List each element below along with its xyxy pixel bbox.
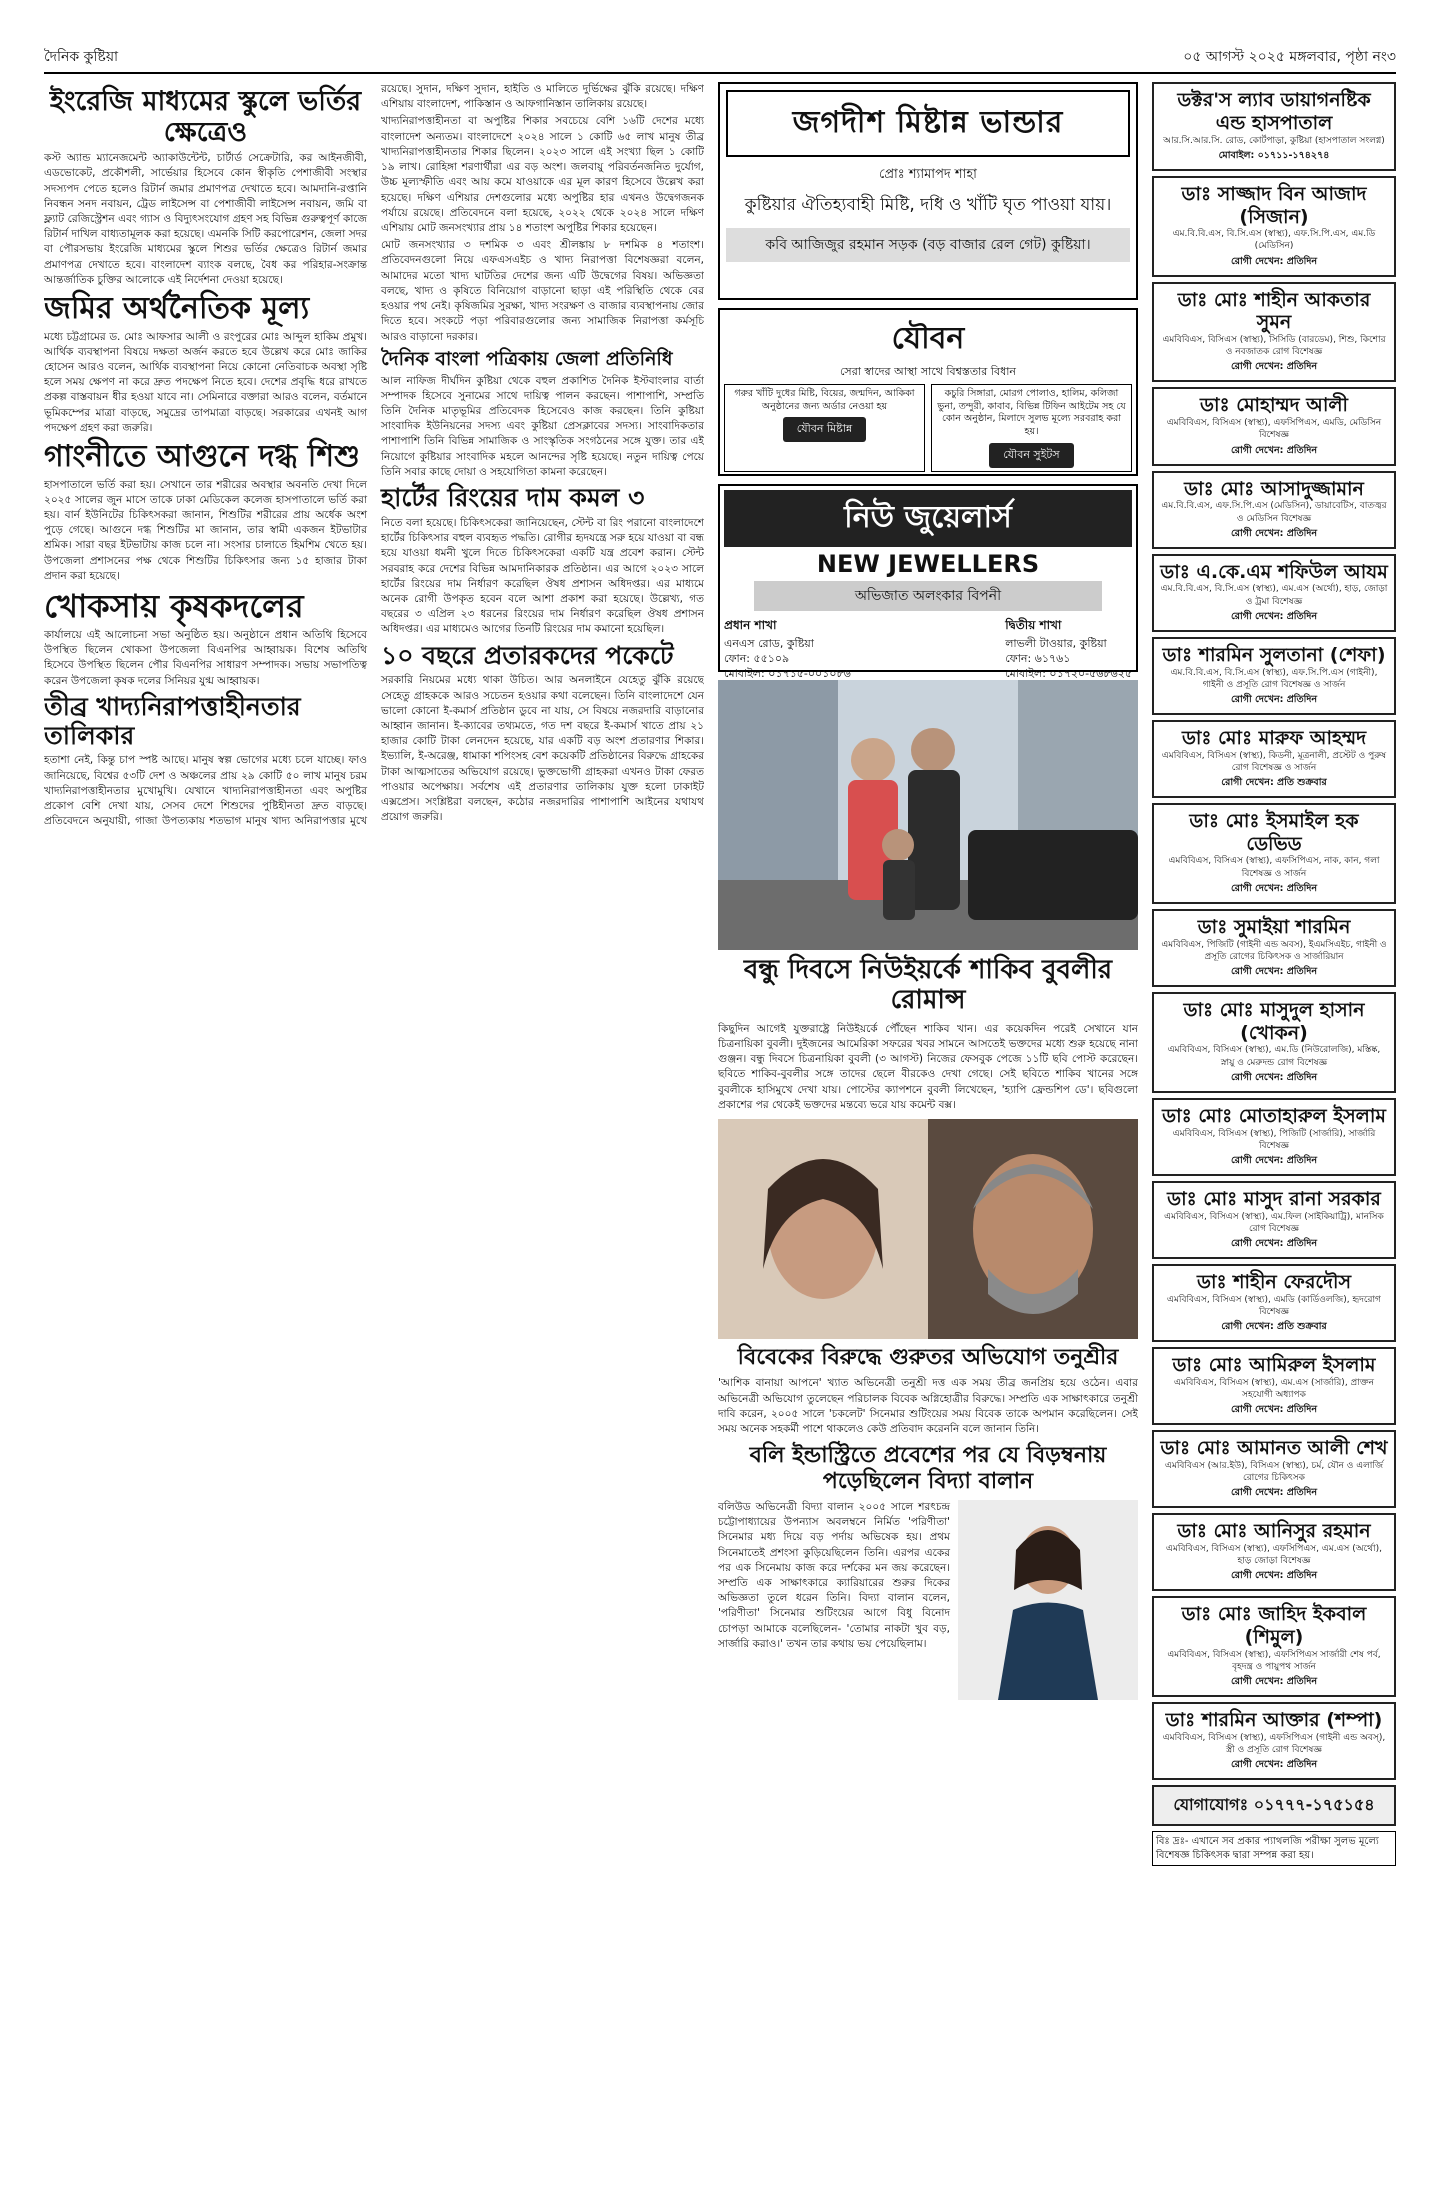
vidya-balan-photo	[958, 1500, 1138, 1700]
doctor-schedule: রোগী দেখেন: প্রতিদিন	[1230, 1154, 1318, 1166]
doctor-name: ডাঃ মোঃ আমিরুল ইসলাম	[1172, 1353, 1376, 1376]
doctor-qualification: এমবিবিএস, বিসিএস (স্বাস্থ্য), এমডি (কার্ডিওলজি), হৃদরোগ বিশেষজ্ঞ	[1167, 1294, 1381, 1317]
doctor-schedule: রোগী দেখেন: প্রতিদিন	[1230, 1487, 1318, 1499]
ad-joubon-sweets	[718, 308, 1138, 476]
contact-number: যোগাযোগঃ ০১৭৭৭-১৭৫১৫৪	[1173, 1795, 1375, 1815]
doctor-schedule: রোগী দেখেন: প্রতিদিন	[1230, 1570, 1318, 1582]
doctor-qualification: এম.বি.বি.এস, বি.সি.এস (স্বাস্থ্য), এফ.সি.পি.এস, এম.ডি (মেডিসিন)	[1172, 229, 1376, 252]
ad3-branch-2	[1005, 617, 1132, 682]
doctor-name: ডাঃ শাহীন ফেরদৌস	[1196, 1270, 1351, 1293]
doctor-card	[1152, 1513, 1396, 1591]
doctor-name: ডাঃ মোঃ মারুফ আহম্মদ	[1181, 726, 1367, 749]
doctor-qualification: এমবিবিএস, বিসিএস (স্বাস্থ্য), এফসিপিএস, নাক, কান, গলা বিশেষজ্ঞ ও সার্জন	[1168, 856, 1380, 879]
article-shakib-bubly	[718, 956, 1138, 1113]
doctor-card	[1152, 1264, 1396, 1342]
doctor-qualification: এম.বি.বি.এস, বি.সি.এস (স্বাস্থ্য), এম.এস (অর্থো), হাড়, জোড়া ও ট্রমা বিশেষজ্ঞ	[1160, 584, 1388, 607]
body-heart-ring: নিতে বলা হয়েছে। চিকিৎসকেরা জানিয়েছেন, স্টেন্ট বা রিং পরানো বাংলাদেশে হার্টের চিকিৎসার বহুল ব্যবহৃত পদ্ধতি। রোগীর হৃদযন্ত্রে সরু হয়ে যাওয়া বা বন্ধ হয়ে যাওয়া ধমনী খুলে দিতে চিকিৎসকেরা একটি যন্ত্র প্রবেশ করান। স্টেন্ট সরবরাহ করে দেশের বিভিন্ন আমদানিকারক প্রতিষ্ঠান। এর আগে ২০২৩ সালে হার্টের রিংয়ের দাম নির্ধারণ করেছিল ঔষধ প্রশাসন অধিদপ্তর। এর মাধ্যমে অনেক রোগী উপকৃত হবেন বলে আশা প্রকাশ করা হয়েছে। উল্লেখ্য, গত বছরের ৩ এপ্রিল ২৩ ধরনের রিংয়ের দাম নির্ধারণ করেছিল ঔষধ প্রশাসন অধিদপ্তর। এর মাধ্যমেও আগের তিনটি রিংয়ের দাম কমানো হয়েছিল।	[381, 516, 704, 636]
doctor-qualification: এমবিবিএস, বিসিএস (স্বাস্থ্য), এফসিপিএস, এম.এস (অর্থো), হাড় জোড়া বিশেষজ্ঞ	[1166, 1543, 1382, 1567]
doctor-qualification: এমবিবিএস (আর.ইউ), বিসিএস (স্বাস্থ্য), চর্ম, যৌন ও এলার্জি রোগের চিকিৎসক	[1164, 1460, 1384, 1483]
doctor-name: ডাঃ মোঃ মাসুদ রানা সরকার	[1167, 1187, 1381, 1210]
middle-column	[718, 82, 1138, 2162]
headline-food-insecurity: তীব্র খাদ্যনিরাপত্তাহীনতার তালিকার	[44, 691, 301, 750]
body-food-insecurity: হতাশা নেই, কিন্তু চাপ স্পষ্ট আছে। মানুষ স্বল্প ভোগের মধ্যে চলে যাচ্ছে। ফাও জানিয়েছে, বিশ্বের ৫৩টি দেশ ও অঞ্চলের প্রায় ২৯ কোটি ৫০ লাখ মানুষ চরম খাদ্যনিরাপত্তাহীনতার মুখোমুখি। যেখানে খাদ্যনিরাপত্তাহীনতা এবং অপুষ্টির প্রকোপ বেশি দেখা যায়, সেসব দেশে শিশুদের পুষ্টিহীনতা দ্রুত বাড়ছে। প্রতিবেদনে অনুযায়ী, গাজা উপত্যকায় শতভাগ মানুষ খাদ্য অনিরাপত্তার মুখে রয়েছে। সুদান, দক্ষিণ সুদান, হাইতি ও মালিতে দুর্ভিক্ষের ঝুঁকি রয়েছে। দক্ষিণ এশিয়ায় বাংলাদেশ, পাকিস্তান ও আফগানিস্তান তালিকায় রয়েছে।	[44, 83, 704, 828]
doctor-schedule: রোগী দেখেন: প্রতিদিন	[1230, 1071, 1318, 1083]
body-child-burn: হাসপাতালে ভর্তি করা হয়। সেখানে তার শরীরের অবস্থার অবনতি দেখা দিলে ২০২৫ সালের জুন মাসে তাকে ঢাকা মেডিকেল কলেজ হাসপাতালে ভর্তি করা হয়। বার্ন ইউনিটের চিকিৎসকরা জানান, শিশুটির শরীরের প্রায় অর্ধেক অংশ পুড়ে গেছে। আগুনে দগ্ধ শিশুটির মা জানান, তার স্বামী একজন ইটভাটার শ্রমিক। সারা বছর ইটভাটায় কাজ চলে না। সংসার চালাতে হিমশিম খেতে হয়। উপজেলা প্রশাসনের পক্ষ থেকে শিশুটির চিকিৎসার জন্য ১৫ হাজার টাকা প্রদান করা হয়েছে।	[44, 478, 367, 582]
doctor-schedule: রোগী দেখেন: প্রতিদিন	[1230, 444, 1318, 456]
article-tax-return	[44, 86, 367, 288]
doctor-name: ডাঃ সাজ্জাদ বিন আজাদ (সিজান)	[1181, 182, 1367, 228]
ad1-name: জগদীশ মিষ্টান্ন ভান্ডার	[726, 90, 1130, 157]
ad2-right-box	[931, 384, 1132, 472]
doctor-qualification: এমবিবিএস, পিজিটি (গাইনী এন্ড অবস), ইএমসিএইচ, গাইনী ও প্রসূতি রোগের চিকিৎসক ও সার্জারিয়ান	[1161, 939, 1387, 962]
doctors-column	[1152, 82, 1396, 2162]
doctor-schedule: রোগী দেখেন: প্রতিদিন	[1230, 255, 1318, 267]
doctor-name: ডাঃ শারমিন সুলতানা (শেফা)	[1162, 643, 1386, 666]
doctor-name: ডাঃ মোঃ জাহিদ ইকবাল (শিমুল)	[1181, 1603, 1367, 1648]
body-shakib-bubly: কিছুদিন আগেই যুক্তরাষ্ট্রে নিউইয়র্কে পৌঁছেন শাকিব খান। এর কয়েকদিন পরেই সেখানে যান চিত্রনায়িকা বুবলী। দুইজনের আমেরিকা সফরের খবর সামনে আসতেই ভক্তদের মধ্যে শুরু হয়েছে নানা গুঞ্জন। বন্ধু দিবসে চিত্রনায়িকা বুবলী (৩ আগস্ট) নিজের ফেসবুক পেজে ১১টি ছবি পোস্ট করেছেন। ছবিতে শাকিব-বুবলীর সঙ্গে তাদের ছেলে বীরকেও দেখা গেছে। সেই ছবিতে শাকিব খানের সঙ্গে বুবলীকে হাসিমুখে দেখা যায়। পোস্টের ক্যাপশনে বুবলী লিখেছেন, 'হ্যাপি ফ্রেন্ডশিপ ডে'। ছবিগুলো প্রকাশের পর থেকেই ভক্তদের মন্তব্যে ভরে যায় কমেন্ট বক্স।	[718, 1022, 1138, 1111]
doctor-schedule: রোগী দেখেন: প্রতিদিন	[1230, 965, 1318, 977]
doctor-name: ডাঃ মোঃ ইসমাইল হক ডেভিড	[1189, 809, 1359, 855]
doctor-qualification: এম.বি.বি.এস, বি.সি.এস (স্বাস্থ্য), এফ.সি.পি.এস (গাইনী), গাইনী ও প্রসূতি রোগ বিশেষজ্ঞ ও সার্জন	[1170, 667, 1378, 690]
headline-tax-return: ইংরেজি মাধ্যমের স্কুলে ভর্তির ক্ষেত্রেও	[49, 86, 362, 149]
headline-shakib-bubly: বন্ধু দিবসে নিউইয়র্কে শাকিব বুবলীর রোমান্স	[743, 955, 1113, 1015]
lab-header	[1152, 82, 1396, 171]
ad1-address: কবি আজিজুর রহমান সড়ক (বড় বাজার রেল গেট) কুষ্টিয়া।	[726, 228, 1130, 262]
tanushree-vivek-photo	[718, 1119, 1138, 1339]
headline-district-rep: দৈনিক বাংলা পত্রিকায় জেলা প্রতিনিধি	[381, 347, 673, 370]
ad3-branch-1-label: প্রধান শাখা	[724, 618, 777, 632]
headline-vidya-balan: বলি ইন্ডাস্ট্রিতে প্রবেশের পর যে বিড়ম্বনায় পড়েছিলেন বিদ্যা বালান	[749, 1443, 1107, 1494]
doctor-schedule: রোগী দেখেন: প্রতিদিন	[1230, 610, 1318, 622]
paper-name: দৈনিক কুষ্টিয়া	[44, 49, 119, 65]
body-krishak-dal: কার্যালয়ে এই আলোচনা সভা অনুষ্ঠিত হয়। অনুষ্ঠানে প্রধান অতিথি হিসেবে উপস্থিত ছিলেন খোকসা উপজেলা বিএনপির আহ্বায়ক। বিশেষ অতিথি হিসেবে উপস্থিত ছিলেন পৌর বিএনপির সাধারণ সম্পাদক। সভায় সভাপতিত্ব করেন উপজেলা কৃষক দলের সিনিয়র যুগ্ম আহ্বায়ক।	[44, 628, 367, 687]
doctor-name: ডাঃ মোহাম্মদ আলী	[1200, 394, 1348, 417]
doctor-qualification: এমবিবিএস, বিসিএস (স্বাস্থ্য), কিডনী, মূত্রনালী, প্রস্টেট ও পুরুষ রোগ বিশেষজ্ঞ ও সার্জন	[1161, 750, 1387, 773]
page-header	[44, 50, 1396, 74]
doctor-schedule: রোগী দেখেন: প্রতিদিন	[1230, 693, 1318, 705]
doctor-card	[1152, 992, 1396, 1093]
ad2-left-box	[724, 384, 925, 472]
doctor-name: ডাঃ শারমিন আক্তার (শম্পা)	[1165, 1709, 1383, 1732]
lab-phone: মোবাইল: ০১৭১১-১৭৪২৭৪	[1218, 149, 1330, 161]
doctor-card	[1152, 1430, 1396, 1508]
doctor-schedule: রোগী দেখেন: প্রতিদিন	[1230, 1676, 1318, 1688]
body-tax-return: কস্ট অ্যান্ড ম্যানেজমেন্ট অ্যাকাউন্টেন্ট, চার্টার্ড সেক্রেটারি, কর আইনজীবী, এডভোকেট, প্রকৌশলী, সার্ভেয়ার হিসেবে কোন স্বীকৃতি পেশাজীবী সংস্থার সদস্যপদ পেতে হলেও রিটার্ন জমার প্রমাণপত্র দেখাতে হবে। আমদানি-রপ্তানি নিবন্ধন সনদ নবায়ন, ট্রেড লাইসেন্স বা পেশাজীবী লাইসেন্স নবায়ন, জমি বা ফ্ল্যাট রেজিস্ট্রেশন এবং গ্যাস ও বিদ্যুৎসংযোগ গ্রহণ সহ বিভিন্ন গুরুত্বপূর্ণ কাজে রিটার্ন দাখিল বাধ্যতামূলক করা হয়েছে। এমনকি সিটি করপোরেশন, জেলা সদর বা পৌরসভায় ইংরেজি মাধ্যমের স্কুলে শিশুর ভর্তির ক্ষেত্রেও রিটার্ন জমার প্রমাণপত্র দেখাতে হবে। বাংলাদেশ ব্যাংক বলছে, বৈধ কর পরিহার-সংক্রান্ত আন্তর্জাতিক চুক্তির আলোকে এই নির্দেশনা দেওয়া হয়েছে।	[44, 152, 367, 286]
doctor-card	[1152, 176, 1396, 277]
ad3-bangla-name: নিউ জুয়েলার্স	[724, 490, 1132, 547]
page-date: ০৫ আগস্ট ২০২৫ মঙ্গলবার, পৃষ্ঠা নং৩	[1183, 49, 1396, 65]
ad2-right-text: কচুরি সিঙ্গারা, মোরগ পোলাও, হালিম, কলিজা ভুনা, তন্দুরী, কাবাব, বিভিন্ন টিফিন আইটেম সহ যে কোন অনুষ্ঠান, মিলাদে সুলভ মূল্যে সরবরাহ করা হয়।	[937, 387, 1126, 438]
doctor-card	[1152, 1098, 1396, 1176]
shakib-bubly-photo-art	[718, 680, 1138, 950]
ad3-branch-1-address: এনএস রোড, কুষ্টিয়া	[724, 637, 814, 650]
body-district-rep: আল নাফিজ দীর্ঘদিন কুষ্টিয়া থেকে বহুল প্রকাশিত দৈনিক ইস্টবাংলার বার্তা সম্পাদক হিসেবে সুনামের সাথে দায়িত্ব পালন করছেন। পাশাপাশি, সম্প্রতি তিনি দৈনিক মাতৃভূমির প্রতিবেদক হিসেবেও কাজ করছেন। তিনি কুষ্টিয়া সাংবাদিক ইউনিয়নের সদস্য এবং কুষ্টিয়া প্রেসক্লাবের সদস্য। সাংবাদিকতার পাশাপাশি তিনি বিভিন্ন সামাজিক ও সাংস্কৃতিক সংগঠনের সঙ্গে যুক্ত। তার এই নিয়োগে কুষ্টিয়ার সাংবাদিক মহলে আনন্দের সৃষ্টি হয়েছে। নতুন দায়িত্ব পেয়ে তিনি সবার কাছে দোয়া ও সহযোগিতা কামনা করেছেন।	[381, 374, 704, 478]
ad3-branch-2-label: দ্বিতীয় শাখা	[1005, 618, 1062, 632]
ad3-english-name: NEW JEWELLERS	[816, 550, 1040, 578]
doctor-card	[1152, 282, 1396, 383]
article-land-value	[44, 292, 367, 436]
headline-tanushree: বিবেকের বিরুদ্ধে গুরুতর অভিযোগ তনুশ্রীর	[737, 1345, 1119, 1371]
body-food-insecurity-3: মোট জনসংখ্যার ৩ দশমিক ৩ এবং শ্রীলঙ্কায় ৮ দশমিক ৪ শতাংশ। প্রতিবেদনগুলো নিয়ে এফএসএইচ ও খাদ্য নিরাপত্তা বিশেষজ্ঞরা বলেন, আমাদের মতো খাদ্য ঘাটতির দেশের জন্য এটি উদ্বেগের বিষয়। অভিজ্ঞতা বলছে, খাদ্য ও কৃষিতে বিনিয়োগ বাড়ানো ছাড়া এই পরিস্থিতি থেকে বের হওয়ার পথ নেই। কৃষিজমির সুরক্ষা, খাদ্য সংরক্ষণ ও বাজার ব্যবস্থাপনায় জোর দিতে হবে। সংকটে পড়া পরিবারগুলোর জন্য সামাজিক নিরাপত্তা কর্মসূচি আরও বাড়ানো দরকার।	[381, 239, 704, 343]
ad2-tagline: সেরা স্বাদের আস্থা সাথে বিশ্বস্ততার বিধান	[839, 365, 1017, 378]
body-tanushree: 'আশিক বানায়া আপনে' খ্যাত অভিনেত্রী তনুশ্রী দত্ত এক সময় তীব্র জনপ্রিয় হয়ে ওঠেন। এবার অভিনেত্রী অভিযোগ তুলেছেন পরিচালক বিবেক অগ্নিহোত্রীর বিরুদ্ধে। সম্প্রতি এক সাক্ষাৎকারে তনুশ্রী দাবি করেন, ২০০৫ সালে 'চকলেট' সিনেমার শুটিংয়ের সময় বিবেক তাকে অপমান করেছিলেন। সেই সময় অনেক সহকর্মী পাশে থাকলেও কেউ প্রতিবাদ করেননি বলে জানান তিনি।	[718, 1377, 1138, 1436]
doctor-qualification: এমবিবিএস, বিসিএস (স্বাস্থ্য), এফসিপিএস (গাইনী এন্ড অবস্), স্ত্রী ও প্রসূতি রোগ বিশেষজ্ঞ	[1162, 1732, 1386, 1755]
ad2-right-name: যৌবন সুইটস	[989, 443, 1073, 468]
headline-child-burn: গাংনীতে আগুনে দগ্ধ শিশু	[44, 439, 360, 475]
doctor-card	[1152, 1702, 1396, 1780]
doctor-card	[1152, 387, 1396, 465]
body-land-value: মধ্যে চট্টগ্রামের ড. মোঃ আফসার আলী ও রংপুরের মোঃ আব্দুল হাকিম প্রমুখ। আর্থিক ব্যবস্থাপনা বিষয়ে দক্ষতা অর্জন করতে হবে উল্লেখ করে মোঃ জাকির হোসেন আরও বলেন, আর্থিক ব্যবস্থাপনা নিয়ে কোনো নেতিবাচক অবস্থা সৃষ্টি হলে সময় ক্ষেপণ না করে দ্রুত পদক্ষেপ নিতে হবে। দেশের প্রবৃদ্ধি ধরে রাখতে প্রকল্প বাস্তবায়ন ধীর হওয়া যাবে না। সেমিনারে বক্তারা আরও বলেন, বর্তমানে ভূমিকম্পের মাত্রা বাড়ছে, সমুদ্রের তাপমাত্রা বাড়ছে। সরকারের এখনই আগ পদক্ষেপ গ্রহণ করা জরুরি।	[44, 330, 367, 434]
doctor-schedule: রোগী দেখেন: প্রতিদিন	[1230, 361, 1318, 373]
ad3-branch-1	[724, 617, 851, 682]
body-fraud: সরকারি নিয়মের মধ্যে থাকা উচিত। আর অনলাইনে যেহেতু ঝুঁকি রয়েছে সেহেতু গ্রাহককে আরও সচেতন হওয়ার কথা বলেছেন। তিনি বাংলাদেশে যেন ভালো কোনো ই-কমার্স প্রতিষ্ঠান ডুবে না যায়, সে বিষয়ে নজরদারি বাড়ানোর আহ্বান জানান। ই-ক্যাবের তথ্যমতে, গত দশ বছরে ই-কমার্স খাতে প্রায় ২১ হাজার কোটি টাকা লেনদেন হয়েছে, যার একটি বড় অংশ প্রতারণার শিকার। ইভ্যালি, ই-অরেঞ্জ, ধামাকা শপিংসহ বেশ কয়েকটি প্রতিষ্ঠানের বিরুদ্ধে গ্রাহকের টাকা আত্মসাতের অভিযোগ রয়েছে। ভুক্তভোগী গ্রাহকরা এখনও টাকা ফেরত পাওয়ার অপেক্ষায়। সর্বশেষ এই প্রতারণার তালিকায় যুক্ত হলো ঢাকাইট এক্সপ্রেস। সংশ্লিষ্টরা বলছেন, কঠোর নজরদারির পাশাপাশি আইনের যথাযথ প্রয়োগ জরুরি।	[381, 674, 704, 824]
doctor-name: ডাঃ মোঃ আসাদুজ্জামান	[1184, 477, 1364, 500]
doctor-card	[1152, 1596, 1396, 1697]
doctor-schedule: রোগী দেখেন: প্রতি শুক্রবার	[1221, 1320, 1327, 1332]
article-fraud	[381, 642, 704, 826]
ad-new-jewellers	[718, 484, 1138, 680]
doctor-qualification: এমবিবিএস, বিসিএস (স্বাস্থ্য), এফসিপিএস সার্জারী শেষ পর্ব, বৃহদন্ত্র ও পায়ুপথ সার্জন	[1167, 1649, 1381, 1672]
ad-jagadish-sweets	[718, 82, 1138, 300]
doctor-schedule: রোগী দেখেন: প্রতিদিন	[1230, 1759, 1318, 1771]
ad1-desc: কুষ্টিয়ার ঐতিহ্যবাহী মিষ্টি, দধি ও খাঁটি ঘৃত পাওয়া যায়।	[744, 195, 1112, 215]
headline-krishak-dal: খোকসায় কৃষকদলের	[44, 587, 304, 626]
body-vidya-balan: বলিউড অভিনেত্রী বিদ্যা বালান ২০০৫ সালে শরৎচন্দ্র চট্টোপাধ্যায়ের উপন্যাস অবলম্বনে নির্মিত 'পরিণীতা' সিনেমার মধ্য দিয়ে বড় পর্দায় অভিষেক হয়। প্রথম সিনেমাতেই প্রশংসা কুড়িয়েছিলেন তিনি। এরপর একের পর এক সিনেমায় কাজ করে দর্শকের মন জয় করেছেন। সম্প্রতি এক সাক্ষাৎকারে ক্যারিয়ারের শুরুর দিকের অভিজ্ঞতা তুলে ধরেন তিনি। বিদ্যা বালান বলেন, 'পরিণীতা' সিনেমার শুটিংয়ের আগে বিধু বিনোদ চোপড়া আমাকে বলেছিলেন- 'তোমার নাকটা খুব বড়, সার্জারি করাও।' তখন তার কথায় ভয় পেয়েছিলাম।	[718, 1500, 950, 1650]
article-tanushree	[718, 1345, 1138, 1437]
doctor-name: ডাঃ মোঃ শাহীন আকতার সুমন	[1177, 288, 1371, 334]
doctor-qualification: এমবিবিএস, বিসিএস (স্বাস্থ্য), সিসিডি (বারডেম), শিশু, কিশোর ও নবজাতক রোগ বিশেষজ্ঞ	[1162, 335, 1386, 358]
doctor-card	[1152, 554, 1396, 632]
lab-address: আর.সি.আর.সি. রোড, কোর্টপাড়া, কুষ্টিয়া (হাসপাতাল সংলগ্ন)	[1163, 135, 1385, 146]
ad2-logo: যৌবন	[891, 321, 965, 356]
doctor-card	[1152, 803, 1396, 904]
doctor-name: ডাঃ এ.কে.এম শফিউল আযম	[1160, 560, 1388, 583]
doctor-qualification: এমবিবিএস, বিসিএস (স্বাস্থ্য), এম.ফিল (সাইকিয়াট্রি), মানসিক রোগ বিশেষজ্ঞ	[1164, 1211, 1384, 1234]
doctor-qualification: এমবিবিএস, বিসিএস (স্বাস্থ্য), এম.এস (সার্জারি), প্রাক্তন সহযোগী অধ্যাপক	[1174, 1377, 1374, 1400]
doctor-qualification: এম.বি.বি.এস, এফ.সি.পি.এস (মেডিসিন), ডায়াবেটিস, বাতজ্বর ও মেডিসিন বিশেষজ্ঞ	[1161, 501, 1387, 524]
footnote: বিঃ দ্রঃ- এখানে সব প্রকার প্যাথলজি পরীক্ষা সুলভ মূল্যে বিশেষজ্ঞ চিকিৎসক দ্বারা সম্পন্ন করা হয়।	[1152, 1831, 1396, 1866]
doctor-name: ডাঃ মোঃ আমানত আলী শেখ	[1160, 1437, 1388, 1460]
ad3-branch-2-mobile: মোবাইল: ০১৭২০-৫৬৮৬২৫	[1005, 666, 1132, 680]
shakib-bubly-photo	[718, 680, 1138, 950]
doctor-name: ডাঃ মোঃ মাসুদুল হাসান (খোকন)	[1183, 998, 1365, 1044]
doctor-name: ডাঃ মোঃ আনিসুর রহমান	[1177, 1520, 1371, 1543]
doctor-schedule: রোগী দেখেন: প্রতিদিন	[1230, 882, 1318, 894]
doctor-card	[1152, 637, 1396, 715]
contact-box	[1152, 1785, 1396, 1826]
doctor-qualification: এমবিবিএস, বিসিএস (স্বাস্থ্য), এফসিপিএস, এমডি, মেডিসিন বিশেষজ্ঞ	[1166, 418, 1382, 441]
lab-title: ডক্টর'স ল্যাব ডায়াগনষ্টিক এন্ড হাসপাতাল	[1177, 89, 1371, 134]
headline-land-value: জমির অর্থনৈতিক মূল্য	[44, 291, 310, 327]
article-district-rep	[381, 349, 704, 480]
headline-fraud: ১০ বছরে প্রতারকদের পকেটে	[381, 640, 674, 670]
body-food-insecurity-2: খাদ্যনিরাপত্তাহীনতা বা অপুষ্টির শিকার সবচেয়ে বেশি ১৬টি দেশের মধ্যে বাংলাদেশ অন্যতম। বাংলাদেশে ২০২৪ সালে ১ কোটি ৬৫ লাখ মানুষ তীব্র খাদ্যনিরাপত্তাহীনতার শিকার ছিলেন। ২০২৩ সালে এই সংখ্যা ছিল ১ কোটি ১৯ লাখ। রোহিঙ্গা শরণার্থীরা এর বড় অংশ। জলবায়ু পরিবর্তনজনিত দুর্যোগ, উচ্চ মূল্যস্ফীতি এবং আয় কমে যাওয়াকে এর মূল কারণ হিসেবে উল্লেখ করা হয়েছে। দক্ষিণ এশিয়ার দেশগুলোর মধ্যে অপুষ্টির হার এখনও উদ্বেগজনক পর্যায়ে রয়েছে। প্রতিবেদনে বলা হয়েছে, ২০২২ থেকে ২০২৪ সালে দক্ষিণ এশিয়ায় মোট জনসংখ্যার প্রায় ১৪ শতাংশ অপুষ্টির শিকার হয়েছেন।	[381, 115, 704, 234]
article-heart-ring	[381, 484, 704, 638]
article-vidya-balan	[718, 1443, 1138, 1700]
doctor-card	[1152, 720, 1396, 798]
article-krishak-dal	[44, 588, 367, 689]
left-news-column	[44, 82, 704, 2162]
doctor-schedule: রোগী দেখেন: প্রতিদিন	[1230, 1404, 1318, 1416]
ad1-owner: প্রোঃ শ্যামাপদ শাহা	[879, 167, 977, 182]
doctor-list	[1152, 176, 1396, 1780]
ad2-left-text: গরুর খাঁটি দুধের মিষ্টি, বিয়ের, জন্মদিন, আকিকা অনুষ্ঠানের জন্য অর্ডার নেওয়া হয়	[734, 387, 915, 412]
doctor-card	[1152, 1181, 1396, 1259]
tanushree-vivek-photo-art	[718, 1119, 1138, 1339]
ad3-branch-2-address: লাভলী টাওয়ার, কুষ্টিয়া	[1005, 637, 1107, 650]
doctor-card	[1152, 1347, 1396, 1425]
ad3-branch-1-mobile: মোবাইল: ০১৭১৫-০০১০৮৬	[724, 666, 851, 680]
doctor-schedule: রোগী দেখেন: প্রতিদিন	[1230, 1237, 1318, 1249]
doctor-name: ডাঃ মোঃ মোতাহারুল ইসলাম	[1162, 1104, 1386, 1127]
article-child-burn	[44, 440, 367, 584]
doctor-name: ডাঃ সুমাইয়া শারমিন	[1197, 915, 1351, 938]
doctor-schedule: রোগী দেখেন: প্রতিদিন	[1230, 527, 1318, 539]
ad2-left-name: যৌবন মিষ্টান্ন	[783, 417, 866, 442]
doctor-card	[1152, 471, 1396, 549]
ad3-tagline: অভিজাত অলংকার বিপনী	[754, 581, 1102, 611]
vidya-balan-photo-art	[958, 1500, 1138, 1700]
left-split	[44, 82, 704, 829]
doctor-schedule: রোগী দেখেন: প্রতি শুক্রবার	[1221, 776, 1327, 788]
headline-heart-ring: হার্টের রিংয়ের দাম কমল ৩	[381, 483, 645, 513]
ad3-branch-1-phone: ফোন: ৫৫১০৯	[724, 651, 790, 665]
doctor-qualification: এমবিবিএস, বিসিএস (স্বাস্থ্য), পিজিটি (সার্জারি), সার্জারি বিশেষজ্ঞ	[1172, 1128, 1376, 1151]
doctor-card	[1152, 909, 1396, 987]
doctor-qualification: এমবিবিএস, বিসিএস (স্বাস্থ্য), এম.ডি (নিউরোলজি), মস্তিষ্ক, স্নায়ু ও মেরুদন্ড রোগ বিশেষজ্ঞ	[1167, 1045, 1381, 1068]
ad3-branch-2-phone: ফোন: ৬১৭৬১	[1005, 651, 1071, 665]
